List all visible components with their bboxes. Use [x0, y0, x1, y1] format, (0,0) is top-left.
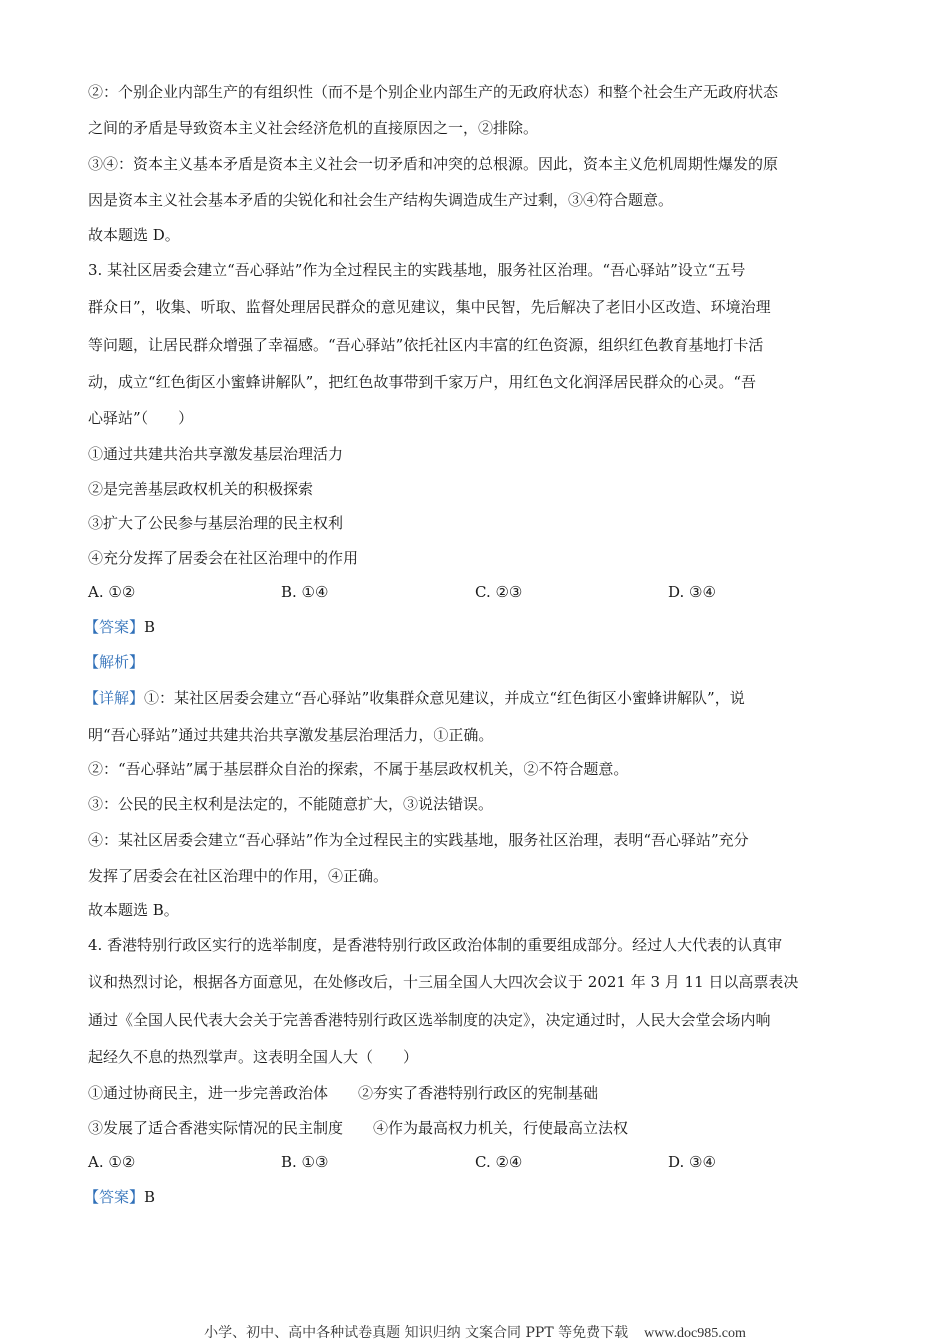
text-line: 等问题，让居民群众增强了幸福感。“吾心驿站”依托社区内丰富的红色资源，组织红色教育基地打卡活	[88, 336, 764, 354]
q3-option-a: A. ①②	[88, 583, 136, 601]
page-footer	[0, 1322, 950, 1342]
statement-pair-2: ③发展了适合香港实际情况的民主制度 ④作为最高权力机关，行使最高立法权	[88, 1119, 629, 1137]
statement-4: ④充分发挥了居委会在社区治理中的作用	[88, 549, 359, 567]
q4-option-c: C. ②④	[475, 1153, 523, 1171]
question-3-stem: 3. 某社区居委会建立“吾心驿站”作为全过程民主的实践基地，服务社区治理。“吾心驿站”设立“五号	[88, 261, 746, 279]
analysis-tag: 【解析】	[84, 653, 145, 671]
text-line: ③④：资本主义基本矛盾是资本主义社会一切矛盾和冲突的总根源。因此，资本主义危机周期性爆发的原	[88, 155, 779, 173]
statement-1: ①通过共建共治共享激发基层治理活力	[88, 445, 344, 463]
q3-option-d: D. ③④	[668, 583, 716, 601]
footer-link[interactable]: www.doc985.com	[644, 1326, 746, 1341]
text-line: 通过《全国人民代表大会关于完善香港特别行政区选举制度的决定》，决定通过时，人民大会堂会场内响	[88, 1011, 771, 1029]
answer-value: B	[144, 1188, 156, 1206]
q3-detail-line	[84, 688, 745, 708]
q3-option-b: B. ①④	[281, 583, 329, 601]
text-line: 故本题选 D。	[88, 226, 180, 244]
q4-option-b: B. ①③	[281, 1153, 329, 1171]
answer-tag: 【答案】	[84, 618, 145, 636]
detail-tag: 【详解】	[84, 689, 145, 707]
text-line: 议和热烈讨论，根据各方面意见，在处修改后，十三届全国人大四次会议于 2021 年 3 月 11 日以高票表决	[88, 973, 799, 991]
statement-2: ②是完善基层政权机关的积极探索	[88, 480, 314, 498]
text-line: 动，成立“红色街区小蜜蜂讲解队”，把红色故事带到千家万户，用红色文化润泽居民群众的心灵。“吾	[88, 373, 757, 391]
text-line: 故本题选 B。	[88, 901, 179, 919]
q3-option-c: C. ②③	[475, 583, 523, 601]
text-line: 起经久不息的热烈掌声。这表明全国人大（ ）	[88, 1048, 419, 1066]
text-line: ②：个别企业内部生产的有组织性（而不是个别企业内部生产的无政府状态）和整个社会生产无政府状态	[88, 83, 779, 101]
text-line: ②：“吾心驿站”属于基层群众自治的探索，不属于基层政权机关，②不符合题意。	[88, 760, 629, 778]
q4-option-d: D. ③④	[668, 1153, 716, 1171]
q3-analysis-heading	[84, 652, 144, 672]
statement-pair-1: ①通过协商民主，进一步完善政治体 ②夯实了香港特别行政区的宪制基础	[88, 1084, 599, 1102]
text-line: 因是资本主义社会基本矛盾的尖锐化和社会生产结构失调造成生产过剩，③④符合题意。	[88, 191, 674, 209]
detail-text: ①：某社区居委会建立“吾心驿站”收集群众意见建议，并成立“红色街区小蜜蜂讲解队”，说	[144, 689, 745, 707]
answer-tag: 【答案】	[84, 1188, 145, 1206]
text-line: 群众日”，收集、听取、监督处理居民群众的意见建议，集中民智，先后解决了老旧小区改造、环境治理	[88, 298, 771, 316]
q4-answer	[84, 1187, 155, 1207]
q4-option-a: A. ①②	[88, 1153, 136, 1171]
text-line: 发挥了居委会在社区治理中的作用，④正确。	[88, 867, 389, 885]
footer-text: 小学、初中、高中各种试卷真题 知识归纳 文案合同 PPT 等免费下载	[204, 1325, 629, 1341]
text-line: ③：公民的民主权利是法定的，不能随意扩大，③说法错误。	[88, 795, 494, 813]
text-line: ④：某社区居委会建立“吾心驿站”作为全过程民主的实践基地，服务社区治理，表明“吾心驿站”充分	[88, 831, 749, 849]
q3-answer	[84, 617, 155, 637]
question-4-stem: 4. 香港特别行政区实行的选举制度，是香港特别行政区政治体制的重要组成部分。经过人大代表的认真审	[88, 936, 783, 954]
text-line: 心驿站”（ ）	[88, 409, 194, 427]
answer-value: B	[144, 618, 156, 636]
text-line: 之间的矛盾是导致资本主义社会经济危机的直接原因之一，②排除。	[88, 119, 539, 137]
statement-3: ③扩大了公民参与基层治理的民主权利	[88, 514, 344, 532]
text-line: 明“吾心驿站”通过共建共治共享激发基层治理活力，①正确。	[88, 726, 494, 744]
